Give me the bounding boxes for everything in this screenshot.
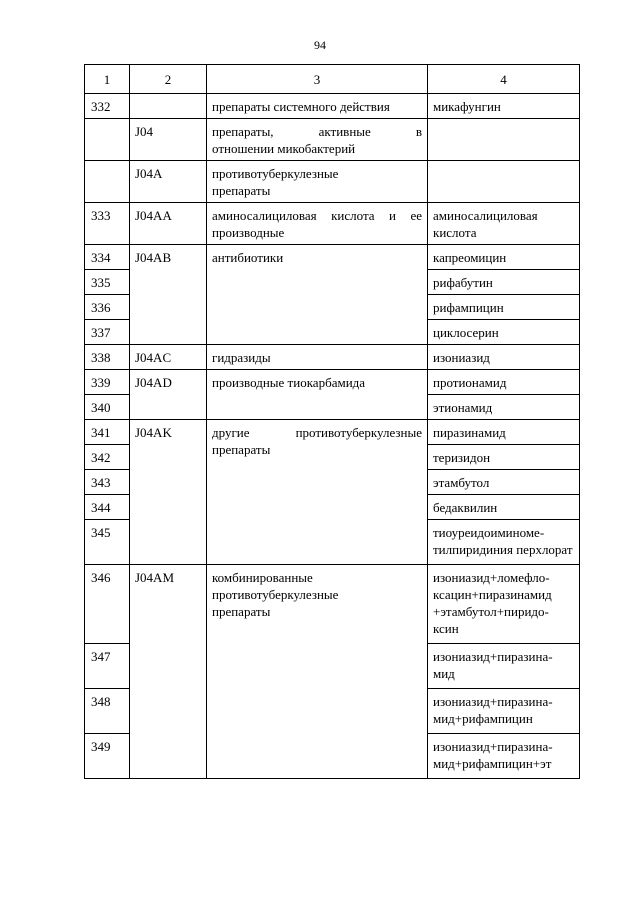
- row-number: 346: [85, 565, 130, 644]
- drug-name: [428, 161, 580, 203]
- atc-code: J04AM: [130, 565, 207, 779]
- group-name: препараты системного действия: [207, 94, 428, 119]
- row-number: 333: [85, 203, 130, 245]
- drug-name: пиразинамид: [428, 420, 580, 445]
- group-word: препараты,: [212, 124, 274, 139]
- table-row: [85, 203, 580, 245]
- drug-name: микафунгин: [428, 94, 580, 119]
- table-row: [85, 94, 580, 119]
- header-row: [85, 65, 580, 94]
- group-name: противотуберкулезные препараты: [207, 161, 428, 203]
- header-col-3: 3: [207, 65, 428, 94]
- row-number: 342: [85, 445, 130, 470]
- atc-code: J04AD: [130, 370, 207, 420]
- row-number: 349: [85, 734, 130, 779]
- atc-code: J04A: [130, 161, 207, 203]
- atc-code: J04AA: [130, 203, 207, 245]
- header-col-2: 2: [130, 65, 207, 94]
- row-number: 337: [85, 320, 130, 345]
- row-number: [85, 119, 130, 161]
- table-row: [85, 370, 580, 395]
- group-name: [207, 119, 428, 161]
- row-number: 338: [85, 345, 130, 370]
- row-number: [85, 161, 130, 203]
- row-number: 347: [85, 644, 130, 689]
- row-number: 335: [85, 270, 130, 295]
- group-word: активные: [318, 124, 371, 139]
- group-line-2: отношении микобактерий: [212, 141, 356, 156]
- drug-name: изониазид+пиразина-мид+рифампицин: [428, 689, 580, 734]
- drug-name: протионамид: [428, 370, 580, 395]
- row-number: 336: [85, 295, 130, 320]
- drug-name: изониазид+ломефло-ксацин+пиразинамид +этамбутол+пиридо-ксин: [428, 565, 580, 644]
- table-row: [85, 119, 580, 161]
- drug-name: изониазид+пиразина-мид: [428, 644, 580, 689]
- header-col-4: 4: [428, 65, 580, 94]
- table-row: [85, 245, 580, 270]
- row-number: 339: [85, 370, 130, 395]
- drug-name: этионамид: [428, 395, 580, 420]
- table-row: [85, 161, 580, 203]
- group-name: аминосалициловая кислота и ее производные: [207, 203, 428, 245]
- drug-name: [428, 119, 580, 161]
- table-row: [85, 345, 580, 370]
- row-number: 348: [85, 689, 130, 734]
- atc-code: J04AB: [130, 245, 207, 345]
- row-number: 340: [85, 395, 130, 420]
- drug-name: рифампицин: [428, 295, 580, 320]
- table-row: [85, 420, 580, 445]
- row-number: 334: [85, 245, 130, 270]
- row-number: 344: [85, 495, 130, 520]
- drug-classification-table: [84, 64, 580, 779]
- group-name: производные тиокарбамида: [207, 370, 428, 420]
- drug-name: изониазид+пиразина-мид+рифампицин+эт: [428, 734, 580, 779]
- drug-name: капреомицин: [428, 245, 580, 270]
- group-name: комбинированные противотуберкулезные препараты: [207, 565, 428, 779]
- drug-name: аминосалициловая кислота: [428, 203, 580, 245]
- atc-code: J04: [130, 119, 207, 161]
- drug-name: этамбутол: [428, 470, 580, 495]
- drug-name: изониазид: [428, 345, 580, 370]
- row-number: 343: [85, 470, 130, 495]
- atc-code: J04AK: [130, 420, 207, 565]
- drug-name: рифабутин: [428, 270, 580, 295]
- drug-name: тиоуреидоиминоме-тилпиридиния перхлорат: [428, 520, 580, 565]
- row-number: 341: [85, 420, 130, 445]
- group-name: гидразиды: [207, 345, 428, 370]
- group-word: в: [415, 124, 422, 139]
- group-name: другие противотуберкулезные препараты: [207, 420, 428, 565]
- atc-code: [130, 94, 207, 119]
- table-row: [85, 565, 580, 644]
- drug-name: бедаквилин: [428, 495, 580, 520]
- atc-code: J04AC: [130, 345, 207, 370]
- drug-name: циклосерин: [428, 320, 580, 345]
- header-col-1: 1: [85, 65, 130, 94]
- group-name: антибиотики: [207, 245, 428, 345]
- row-number: 345: [85, 520, 130, 565]
- drug-name: теризидон: [428, 445, 580, 470]
- page-number: 94: [314, 38, 326, 52]
- row-number: 332: [85, 94, 130, 119]
